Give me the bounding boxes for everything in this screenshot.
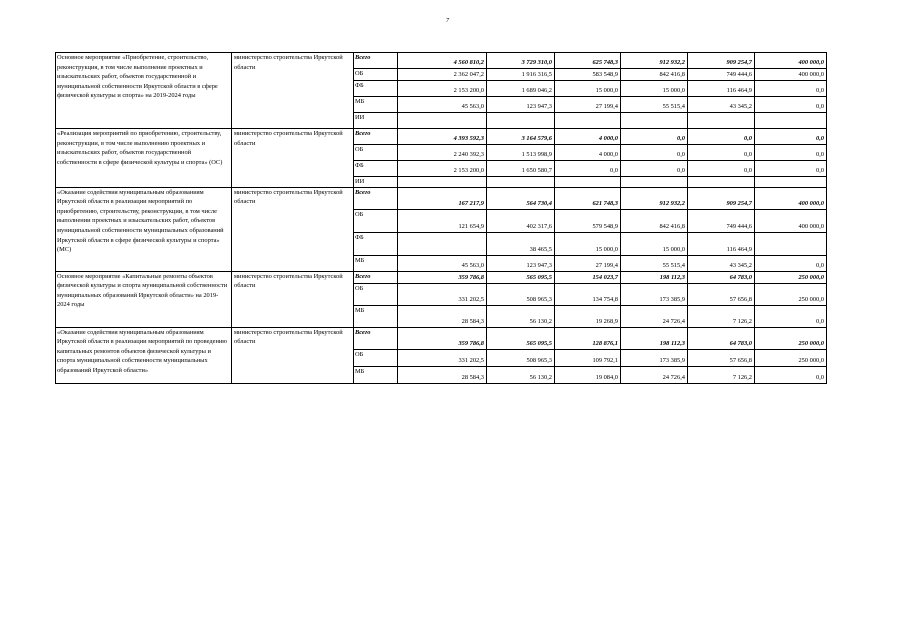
value-cell: [398, 177, 487, 188]
value-cell: 134 754,8: [555, 283, 621, 305]
value-cell: 912 932,2: [621, 187, 688, 209]
value-cell: 1 916 316,5: [487, 69, 555, 81]
measure-name-cell: «Оказание содействия муниципальным образованиям Иркутской области в реализации мероприятий по приобретению, строительству, реконструкции, в том числе выполнении проектных и изыскательских работ, объектов муниципальной собственности муниципальных образований Иркутской области в сфере физической культуры и спорта» (МС): [56, 187, 232, 271]
source-cell: Всего: [354, 129, 398, 145]
value-cell: 0,0: [688, 161, 755, 177]
source-cell: ОБ: [354, 145, 398, 161]
value-cell: 28 584,3: [398, 366, 487, 383]
value-cell: 7 126,2: [688, 366, 755, 383]
value-cell: 1 689 046,2: [487, 81, 555, 97]
source-cell: ОБ: [354, 69, 398, 81]
value-cell: 0,0: [755, 255, 827, 271]
value-cell: 400 000,0: [755, 69, 827, 81]
value-cell: 359 786,8: [398, 327, 487, 349]
value-cell: 56 130,2: [487, 366, 555, 383]
value-cell: 15 000,0: [621, 81, 688, 97]
value-cell: 15 000,0: [555, 232, 621, 255]
value-cell: 123 947,3: [487, 97, 555, 113]
value-cell: [487, 177, 555, 188]
source-cell: Всего: [354, 271, 398, 283]
value-cell: 15 000,0: [555, 81, 621, 97]
source-cell: ФБ: [354, 232, 398, 255]
value-cell: 64 783,0: [688, 271, 755, 283]
value-cell: 909 254,7: [688, 187, 755, 209]
value-cell: 2 240 392,3: [398, 145, 487, 161]
value-cell: 842 416,8: [621, 209, 688, 232]
value-cell: 400 000,0: [755, 209, 827, 232]
budget-table: [55, 52, 827, 384]
value-cell: 0,0: [555, 161, 621, 177]
source-cell: ФБ: [354, 81, 398, 97]
value-cell: [555, 177, 621, 188]
value-cell: [398, 232, 487, 255]
value-cell: 2 153 200,0: [398, 161, 487, 177]
value-cell: 19 084,0: [555, 366, 621, 383]
value-cell: 43 345,2: [688, 255, 755, 271]
executor-cell: министерство строительства Иркутской области: [232, 129, 354, 188]
source-cell: Всего: [354, 187, 398, 209]
value-cell: 621 748,3: [555, 187, 621, 209]
value-cell: 565 095,5: [487, 271, 555, 283]
value-cell: [398, 113, 487, 129]
value-cell: 173 385,9: [621, 349, 688, 366]
value-cell: 2 153 200,0: [398, 81, 487, 97]
value-cell: 64 783,0: [688, 327, 755, 349]
value-cell: 109 792,1: [555, 349, 621, 366]
value-cell: 15 000,0: [621, 232, 688, 255]
measure-name-cell: Основное мероприятие «Капитальные ремонты объектов физической культуры и спорта муниципальной собственности муниципальных образований Иркутской области» на 2019-2024 годы: [56, 271, 232, 327]
value-cell: 842 416,8: [621, 69, 688, 81]
value-cell: 331 202,5: [398, 283, 487, 305]
page-number: 7: [446, 18, 449, 24]
value-cell: [487, 113, 555, 129]
source-cell: ИИ: [354, 113, 398, 129]
value-cell: 27 199,4: [555, 97, 621, 113]
source-cell: ФБ: [354, 161, 398, 177]
source-cell: ОБ: [354, 209, 398, 232]
value-cell: 3 729 310,0: [487, 53, 555, 69]
value-cell: 0,0: [621, 129, 688, 145]
value-cell: [755, 232, 827, 255]
value-cell: 1 513 998,9: [487, 145, 555, 161]
value-cell: 508 965,3: [487, 349, 555, 366]
value-cell: 116 464,9: [688, 232, 755, 255]
value-cell: 400 000,0: [755, 53, 827, 69]
value-cell: [621, 113, 688, 129]
value-cell: 749 444,6: [688, 69, 755, 81]
value-cell: 19 268,9: [555, 305, 621, 327]
value-cell: 565 095,5: [487, 327, 555, 349]
value-cell: 56 130,2: [487, 305, 555, 327]
value-cell: 508 965,3: [487, 283, 555, 305]
value-cell: 359 786,8: [398, 271, 487, 283]
value-cell: 0,0: [755, 97, 827, 113]
executor-cell: министерство строительства Иркутской области: [232, 271, 354, 327]
value-cell: 625 748,3: [555, 53, 621, 69]
table-row: [56, 187, 827, 209]
table-row: [56, 327, 827, 349]
value-cell: 4 000,0: [555, 129, 621, 145]
value-cell: [621, 177, 688, 188]
value-cell: 0,0: [688, 145, 755, 161]
value-cell: 116 464,9: [688, 81, 755, 97]
value-cell: 402 317,6: [487, 209, 555, 232]
value-cell: 28 584,3: [398, 305, 487, 327]
value-cell: 909 254,7: [688, 53, 755, 69]
measure-name-cell: Основное мероприятие «Приобретение, строительство, реконструкция, в том числе выполнение проектных и изыскательских работ, объектов государственной и муниципальной собственности Иркутской области в сфере физической культуры и спорта» на 2019-2024 годы: [56, 53, 232, 129]
value-cell: 749 444,6: [688, 209, 755, 232]
value-cell: 250 000,0: [755, 327, 827, 349]
value-cell: [688, 177, 755, 188]
value-cell: 121 654,9: [398, 209, 487, 232]
executor-cell: министерство строительства Иркутской области: [232, 327, 354, 383]
value-cell: 198 112,3: [621, 271, 688, 283]
value-cell: 45 563,0: [398, 97, 487, 113]
value-cell: 0,0: [755, 366, 827, 383]
value-cell: [755, 113, 827, 129]
source-cell: ОБ: [354, 349, 398, 366]
value-cell: 24 726,4: [621, 366, 688, 383]
source-cell: МБ: [354, 305, 398, 327]
value-cell: 4 560 810,2: [398, 53, 487, 69]
value-cell: 583 548,9: [555, 69, 621, 81]
value-cell: 4 000,0: [555, 145, 621, 161]
value-cell: 198 112,3: [621, 327, 688, 349]
value-cell: 57 656,8: [688, 283, 755, 305]
value-cell: 0,0: [755, 81, 827, 97]
value-cell: 4 393 592,3: [398, 129, 487, 145]
source-cell: МБ: [354, 97, 398, 113]
value-cell: 3 164 579,6: [487, 129, 555, 145]
value-cell: 55 515,4: [621, 97, 688, 113]
executor-cell: министерство строительства Иркутской области: [232, 187, 354, 271]
value-cell: 912 932,2: [621, 53, 688, 69]
value-cell: 0,0: [755, 145, 827, 161]
source-cell: Всего: [354, 327, 398, 349]
value-cell: 57 656,8: [688, 349, 755, 366]
value-cell: 167 217,9: [398, 187, 487, 209]
source-cell: Всего: [354, 53, 398, 69]
value-cell: [555, 113, 621, 129]
value-cell: 1 650 580,7: [487, 161, 555, 177]
value-cell: 2 362 047,2: [398, 69, 487, 81]
value-cell: 0,0: [621, 161, 688, 177]
value-cell: 250 000,0: [755, 283, 827, 305]
value-cell: 45 563,0: [398, 255, 487, 271]
value-cell: 0,0: [755, 129, 827, 145]
value-cell: 400 000,0: [755, 187, 827, 209]
table-row: [56, 271, 827, 283]
measure-name-cell: «Реализация мероприятий по приобретению, строительству, реконструкции, в том числе выполнению проектных и изыскательских работ, объектов государственной собственности в сфере физической культуры и спорта» (ОС): [56, 129, 232, 188]
value-cell: 173 385,9: [621, 283, 688, 305]
value-cell: 38 465,5: [487, 232, 555, 255]
value-cell: 0,0: [688, 129, 755, 145]
value-cell: 128 876,1: [555, 327, 621, 349]
value-cell: 123 947,3: [487, 255, 555, 271]
table-row: [56, 53, 827, 69]
value-cell: 27 199,4: [555, 255, 621, 271]
value-cell: 55 515,4: [621, 255, 688, 271]
value-cell: 0,0: [755, 305, 827, 327]
value-cell: 24 726,4: [621, 305, 688, 327]
value-cell: 250 000,0: [755, 349, 827, 366]
value-cell: [755, 177, 827, 188]
value-cell: 564 730,4: [487, 187, 555, 209]
source-cell: ОБ: [354, 283, 398, 305]
executor-cell: министерство строительства Иркутской области: [232, 53, 354, 129]
value-cell: 0,0: [621, 145, 688, 161]
source-cell: ИИ: [354, 177, 398, 188]
value-cell: 154 023,7: [555, 271, 621, 283]
source-cell: МБ: [354, 255, 398, 271]
table-row: [56, 129, 827, 145]
value-cell: [688, 113, 755, 129]
measure-name-cell: «Оказание содействия муниципальным образованиям Иркутской области в реализации мероприятий по проведению капитальных ремонтов объектов физической культуры и спорта муниципальной собственности муниципальных образований Иркутской области»: [56, 327, 232, 383]
value-cell: 579 548,9: [555, 209, 621, 232]
value-cell: 43 345,2: [688, 97, 755, 113]
value-cell: 250 000,0: [755, 271, 827, 283]
value-cell: 7 126,2: [688, 305, 755, 327]
value-cell: 331 202,5: [398, 349, 487, 366]
value-cell: 0,0: [755, 161, 827, 177]
source-cell: МБ: [354, 366, 398, 383]
